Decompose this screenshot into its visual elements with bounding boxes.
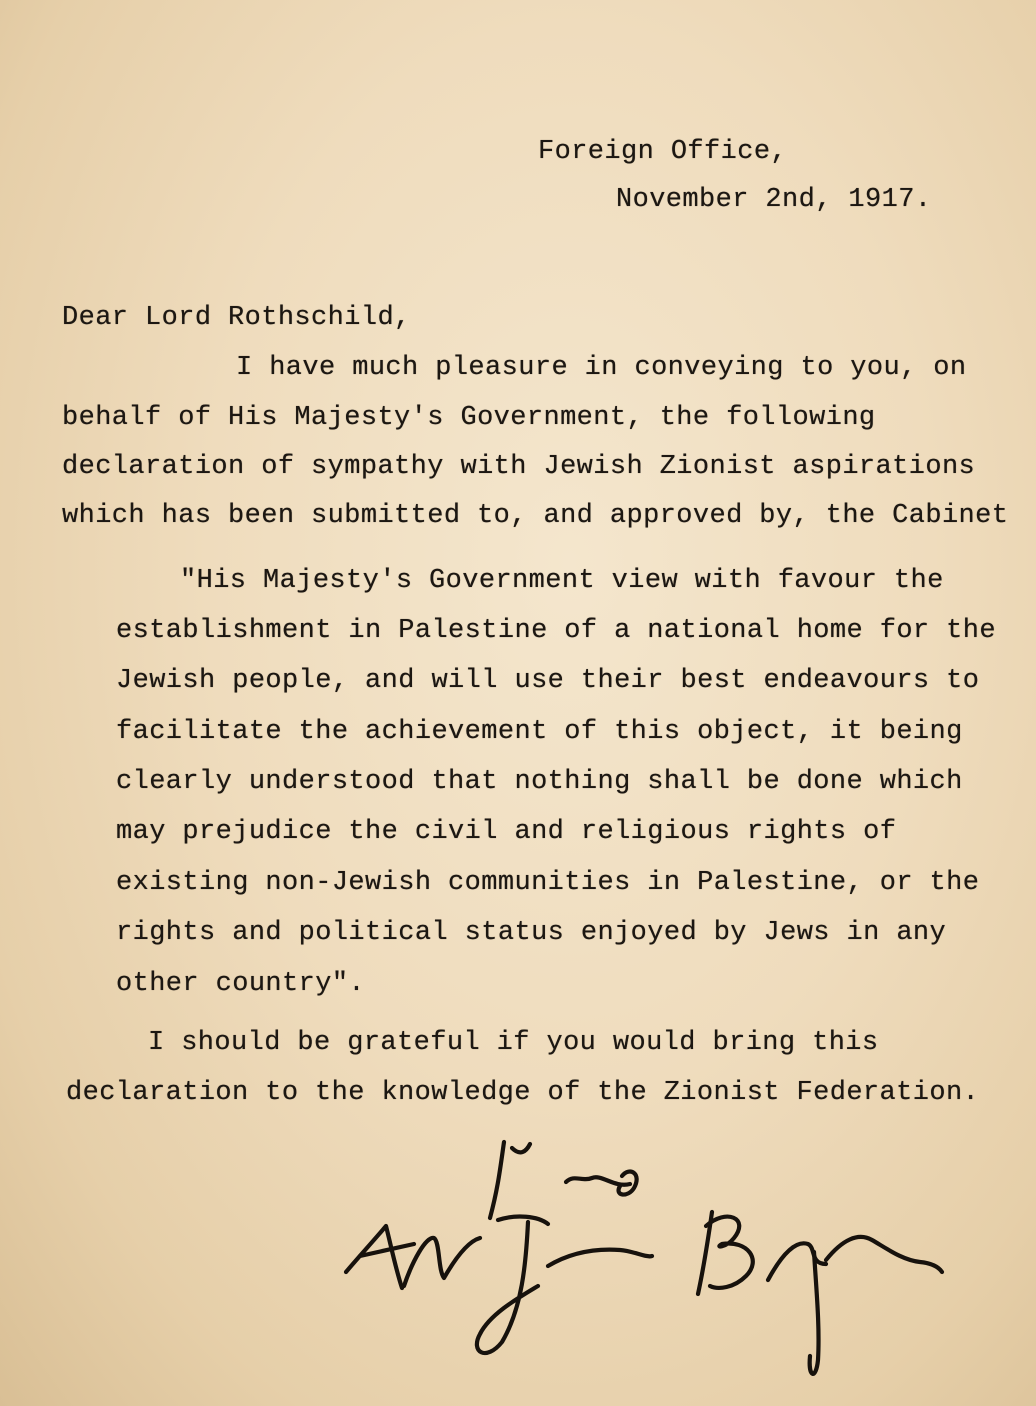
closing-line: I should be grateful if you would bring this [148, 1028, 879, 1058]
letter-date: November 2nd, 1917. [616, 185, 932, 215]
declaration-line: Jewish people, and will use their best endeavours to [116, 666, 980, 696]
letterhead-office: Foreign Office, [538, 137, 788, 167]
closing-line: declaration to the knowledge of the Zionist Federation. [66, 1078, 980, 1108]
declaration-line: existing non-Jewish communities in Palestine, or the [116, 868, 980, 898]
intro-line: behalf of His Majesty's Government, the following [62, 403, 876, 433]
intro-line: I have much pleasure in conveying to you, on [236, 353, 967, 383]
intro-line: declaration of sympathy with Jewish Zionist aspirations [62, 452, 976, 482]
intro-line: which has been submitted to, and approved by, the Cabinet [62, 501, 1009, 531]
declaration-line: establishment in Palestine of a national home for the [116, 616, 996, 646]
declaration-line: "His Majesty's Government view with favour the [180, 566, 944, 596]
declaration-line: may prejudice the civil and religious rights of [116, 817, 897, 847]
declaration-line: facilitate the achievement of this object, it being [116, 717, 963, 747]
salutation: Dear Lord Rothschild, [62, 303, 411, 333]
handwritten-signature [330, 1130, 950, 1380]
declaration-line: other country". [116, 969, 366, 999]
declaration-line: clearly understood that nothing shall be done which [116, 767, 963, 797]
declaration-line: rights and political status enjoyed by Jews in any [116, 918, 947, 948]
